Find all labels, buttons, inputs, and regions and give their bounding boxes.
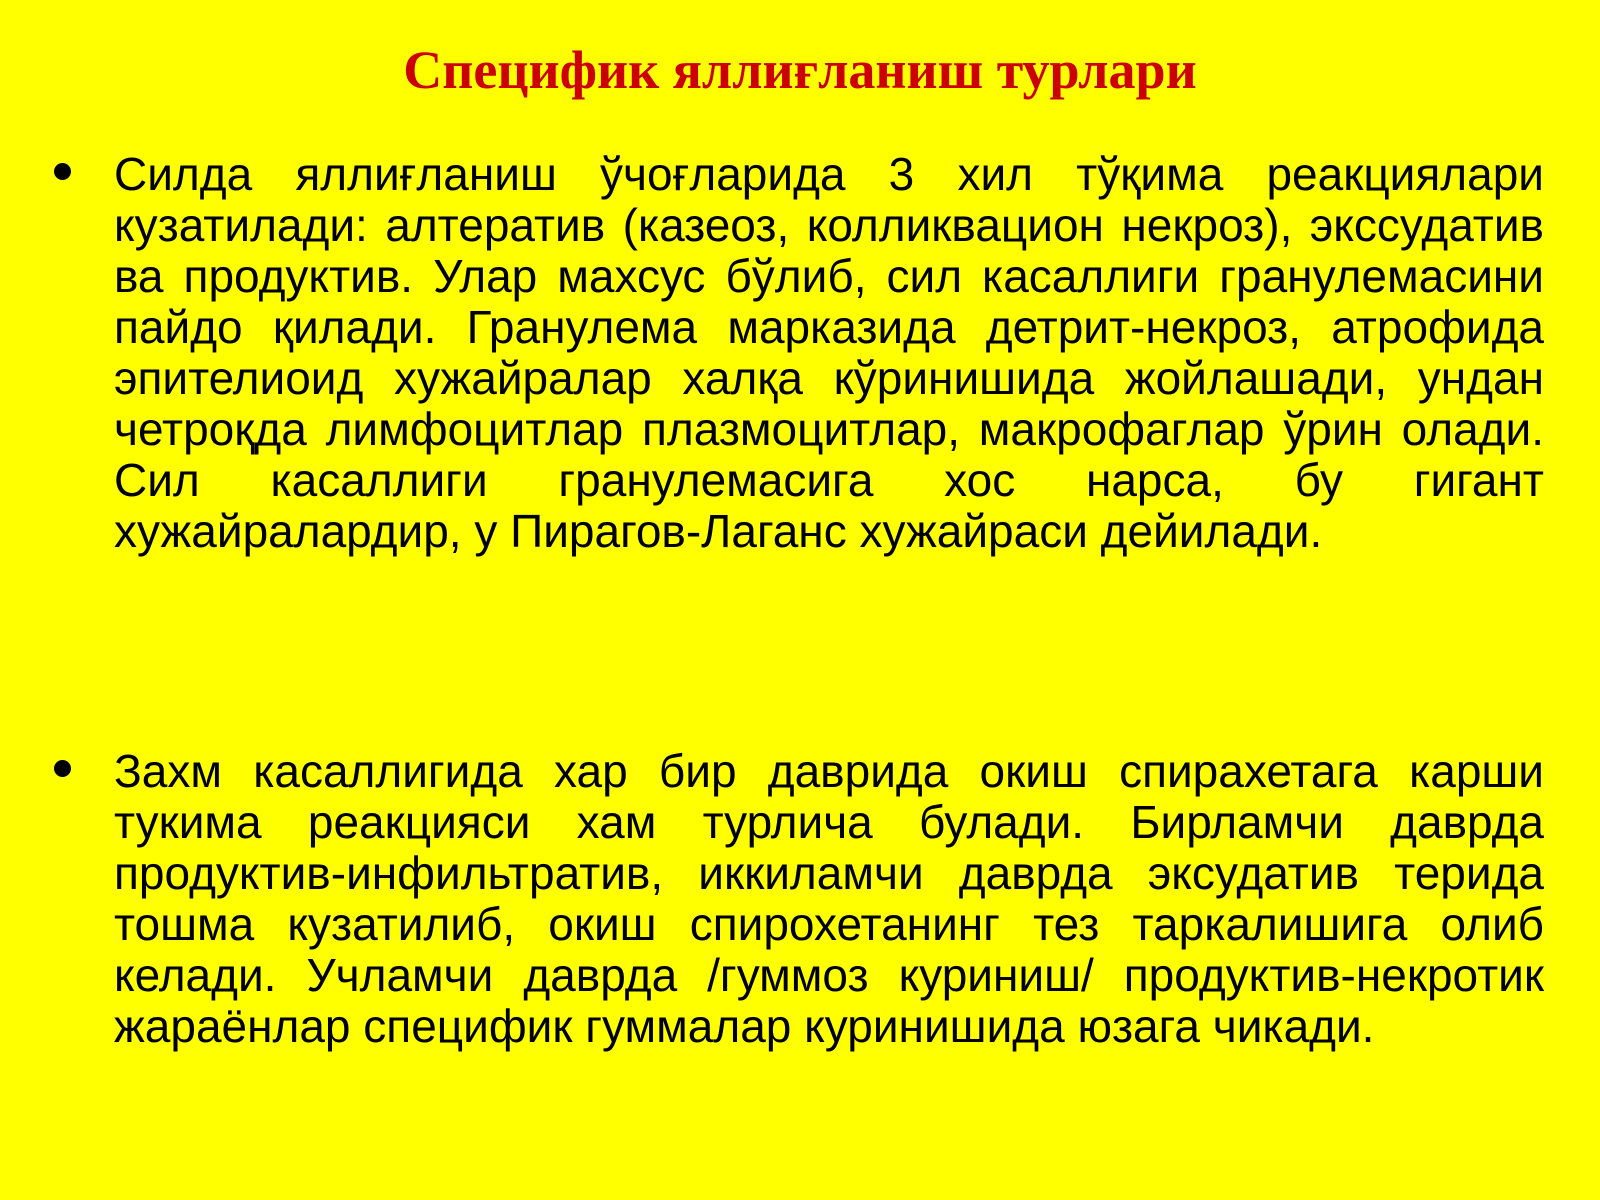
slide-title: Специфик яллиғланиш турлари [403,40,1197,100]
bullet-text-2: Захм касаллигида хар бир даврида окиш спирахетага карши тукима реакцияси хам турлича булади. Бирламчи даврда продуктив-инфильтратив, иккиламчи даврда эксудатив терида тошма кузатилиб, окиш спирохетанинг тез таркалишига олиб келади. Учламчи даврда /гуммоз куриниш/ продуктив-некротик жараёнлар специфик гуммалар куринишида юзага чикади. [114,745,1544,1052]
bullet-dot-icon [54,760,71,777]
bullet-dot-icon [54,163,71,180]
bullet-text-1: Силда яллиғланиш ўчоғларида 3 хил тўқима реакциялари кузатилади: алтератив (казеоз, колликвацион некроз), экссудатив ва продуктив. Улар махсус бўлиб, сил касаллиги гранулемасини пайдо қилади. Гранулема марказида детрит-некроз, атрофида эпителиоид хужайралар халқа кўринишида жойлашади, ундан четроқда лимфоцитлар плазмоцитлар, макрофаглар ўрин олади. Сил касаллиги гранулемасига хос нарса, бу гигант хужайралардир, у Пирагов-Лаганс хужайраси дейилади. [114,148,1544,557]
